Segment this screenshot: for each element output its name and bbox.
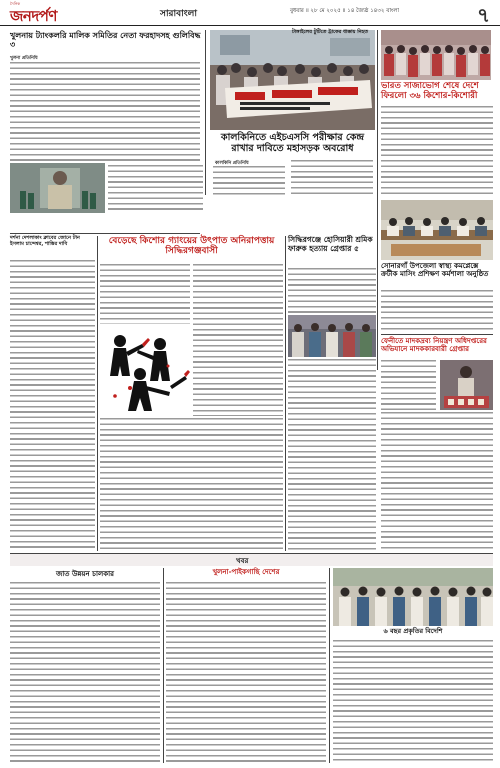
column-rule — [329, 568, 330, 763]
seized-goods-photo — [10, 163, 105, 213]
column-rule — [97, 236, 98, 551]
column-rule — [205, 30, 206, 195]
masthead — [0, 0, 500, 26]
story-farooq-body-col2 — [288, 359, 376, 551]
story-darshana-headline: দর্শনা দেশলাকাং ক্লাবের জোনে টান ইসলাম চান্দেশ্বর, শাস্তির দাবি — [10, 235, 80, 247]
story-kalkini-byline: কালকিনি প্রতিনিধি — [215, 161, 249, 166]
story-farooq-body-col1 — [288, 268, 376, 313]
story-india-headline: ভারত সাজাভোগ শেষে দেশে ফিরলো ৩৬ কিশোর-কিশোরী — [381, 81, 479, 101]
seized-drugs-photo — [440, 360, 493, 410]
section-name: সারাবাংলা — [160, 9, 197, 19]
logo-title: জনদর্পণ — [10, 7, 58, 25]
page-number: ৭ — [476, 3, 490, 27]
story-farooq-headline: সিদ্ধিরগঞ্জে হোসিয়ারী শ্রমিক ফারুক হত্যায় গ্রেপ্তার ৫ — [288, 235, 373, 253]
date-line: বুধবার ॥ ২৮ মে ২০২৫ ॥ ১৪ জ্যৈষ্ঠ ১৪৩২ বাংলা — [290, 8, 399, 14]
protest-photo — [210, 30, 375, 130]
story-bottom3-body — [333, 640, 493, 762]
story-bottom1-body — [10, 582, 160, 762]
column-rule — [285, 236, 286, 551]
story-sonargaon-body — [381, 290, 493, 330]
story-khulna-body-col2 — [108, 165, 203, 213]
story-khulna-body — [10, 62, 200, 162]
photo-caption — [10, 215, 200, 230]
story-darshana-body — [10, 260, 95, 550]
arrested-men-photo — [288, 315, 376, 357]
story-feni-headline: ফেনীতে মাদকদ্রব্য নিয়ন্ত্রণ অধিদপ্তরের অভিযানে মাদককারবারী গ্রেপ্তার — [381, 337, 487, 354]
logo-prefix: দৈনিক — [10, 1, 21, 6]
group-photo-top — [381, 30, 491, 80]
story-tangail-headline: টাঙ্গাইলের টুটিতে ট্রাকের ধাক্কায় নিহত — [292, 29, 369, 35]
story-gang-body-col3 — [193, 264, 283, 416]
story-khulna-byline: খুলনা প্রতিনিধি — [10, 56, 38, 61]
column-rule — [163, 568, 164, 763]
section-rule — [381, 334, 493, 335]
story-india-body — [381, 106, 493, 198]
story-gang-body-col1 — [100, 264, 190, 324]
strip-bar — [10, 554, 493, 566]
bottom-group-photo — [333, 568, 493, 626]
strip-label: খবর — [236, 557, 249, 565]
story-bottom2-headline: খুলনা-পাইকগাছি দেশের — [212, 568, 280, 576]
story-sonargaon-headline: সোনারগাঁ উপজেলা স্বাস্থ্য কমপ্লেক্সে ক্রটীক মাসিং প্রশিক্ষণ কর্মশালা অনুষ্ঠিত — [381, 262, 489, 279]
newspaper-logo — [10, 1, 72, 23]
story-khulna-headline: খুলনায় ট্যাংকলরি মালিক সমিতির নেতা ফরহাদসহ গুলিবিদ্ধ ৩ — [10, 31, 201, 50]
gang-violence-illustration — [100, 326, 190, 416]
story-bottom2-body — [166, 582, 326, 762]
story-bottom3-headline: ৬ বছর প্রকৃতির বিদেশি — [383, 627, 443, 635]
story-feni-body-col2 — [381, 412, 493, 551]
story-kalkini-body-col1 — [213, 166, 285, 196]
story-bottom1-headline: জাত উন্নয়ন চালকার — [56, 570, 114, 578]
story-feni-body-col1 — [381, 360, 436, 410]
story-gang-body-col2 — [100, 418, 283, 551]
story-kalkini-body-col2 — [291, 160, 373, 196]
officials-photo — [381, 200, 493, 260]
column-rule — [377, 30, 378, 370]
story-kalkini-headline: কালকিনিতে এইচএসসি পরীক্ষার কেন্দ্র রাখার দাবিতে মহাসড়ক অবরোধ — [220, 132, 365, 154]
story-gang-headline: বেড়েছে কিশোর গ্যাংয়ের উৎপাত অনিরাপত্তায় সিদ্ধিরগঞ্জবাসী — [108, 236, 275, 257]
section-rule — [10, 233, 200, 234]
